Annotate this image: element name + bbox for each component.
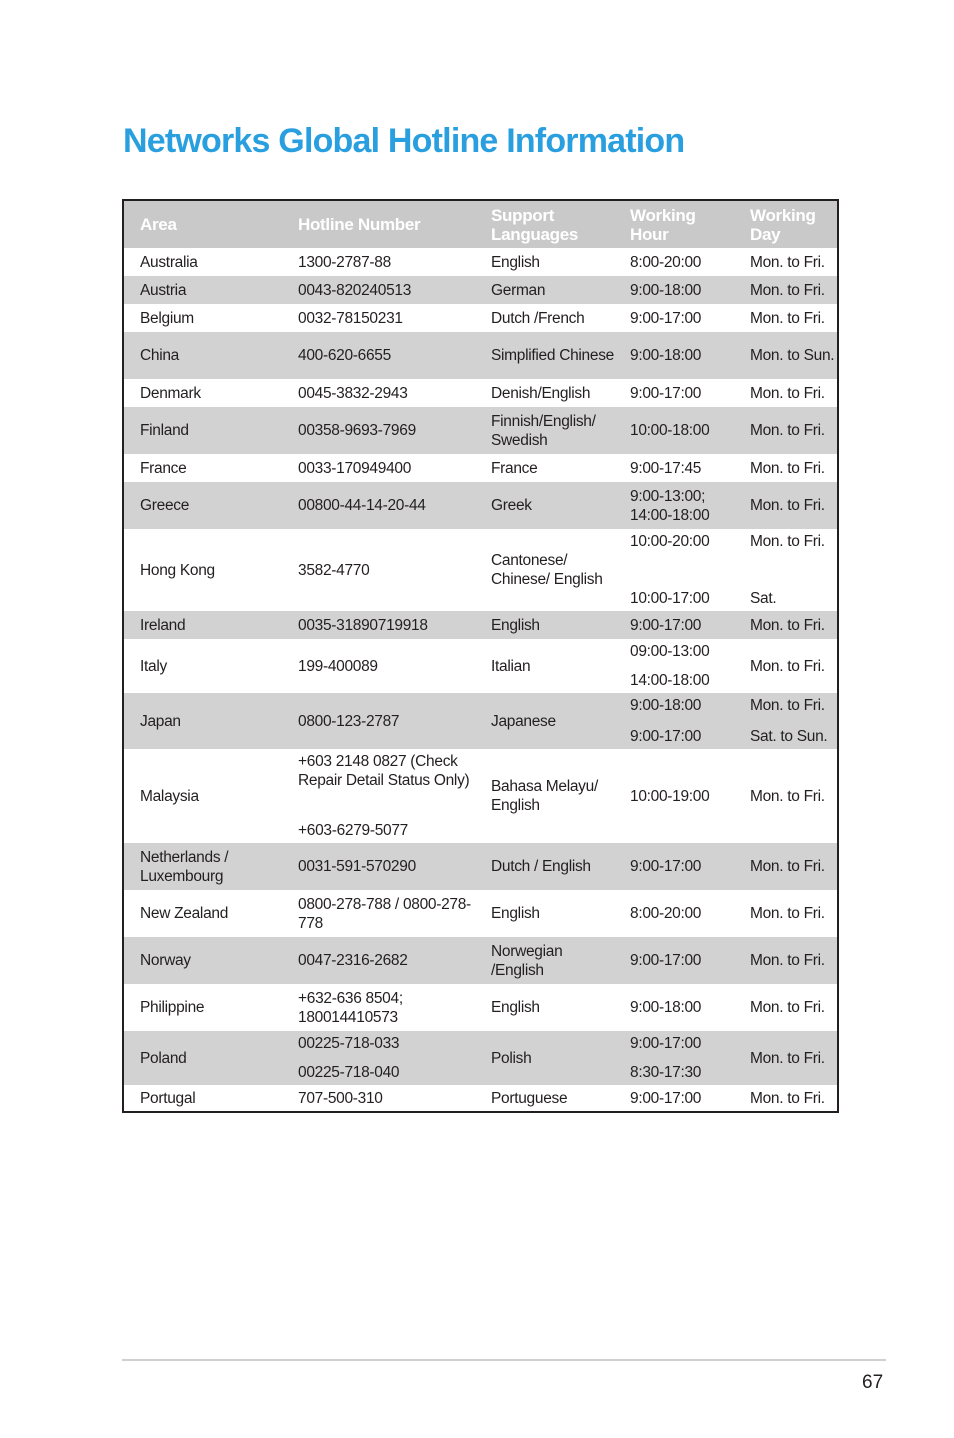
cell-languages: Italian (491, 657, 531, 675)
table-row (124, 639, 837, 693)
cell-hour-line: 10:00-20:00 (630, 533, 710, 550)
cell-languages: Finnish/English/ Swedish (475, 407, 614, 454)
cell-hour-line: 9:00-17:00 (630, 1089, 702, 1107)
cell-hotline (282, 304, 475, 332)
cell-hotline (282, 379, 475, 407)
cell-day-line: Mon. to Fri. (750, 787, 825, 805)
cell-hotline-line: +632-636 8504; 180014410573 (298, 989, 403, 1026)
cell-hotline-line: 0031-591-570290 (298, 858, 416, 875)
cell-hotline (282, 843, 475, 890)
cell-hotline-line: 00225-718-040 (298, 1064, 400, 1081)
cell-hotline-line: 00358-9693-7969 (298, 422, 416, 439)
table-row (124, 407, 837, 454)
cell-hour (614, 332, 734, 379)
cell-day-line: Mon. to Fri. (750, 1089, 825, 1107)
cell-hour-line: 9:00-17:00 (630, 858, 702, 875)
header-area: Area (124, 201, 282, 248)
cell-hour-line: 9:00-18:00 (630, 347, 702, 364)
cell-day-line: Mon. to Fri. (750, 533, 825, 550)
cell-area: Belgium (140, 309, 194, 327)
cell-area: China (124, 332, 282, 379)
cell-hotline (282, 248, 475, 276)
cell-area: Finland (124, 407, 282, 454)
cell-area: Australia (140, 253, 198, 271)
cell-area: Netherlands / Luxembourg (124, 843, 282, 890)
table-row (124, 693, 837, 749)
cell-hotline (282, 693, 475, 749)
cell-day (734, 611, 837, 639)
cell-hour-line: 9:00-17:00 (630, 1035, 702, 1052)
page-number: 67 (862, 1372, 884, 1393)
cell-hotline-line: 3582-4770 (298, 561, 370, 579)
cell-area: Norway (124, 937, 282, 984)
cell-hotline (282, 611, 475, 639)
cell-hotline (282, 1085, 475, 1111)
cell-hotline (282, 639, 475, 693)
cell-languages: Polish (475, 1031, 614, 1085)
cell-hour (614, 454, 734, 482)
cell-hour-line: 09:00-13:00 (630, 643, 710, 660)
cell-hour-line: 9:00-17:00 (630, 384, 702, 402)
table-row (124, 937, 837, 984)
cell-languages: German (475, 276, 614, 304)
cell-hotline (282, 890, 475, 937)
cell-hour-line: 9:00-18:00 (630, 697, 702, 714)
cell-area: Ireland (124, 611, 282, 639)
cell-day-line: Mon. to Fri. (750, 422, 825, 439)
cell-hour-line: 9:00-17:45 (630, 459, 702, 477)
cell-hour (614, 407, 734, 454)
cell-area: Denmark (140, 384, 201, 402)
cell-area: Greece (124, 482, 282, 529)
cell-languages: Simplified Chinese (475, 332, 614, 379)
cell-hour (614, 248, 734, 276)
table-row (124, 984, 837, 1031)
cell-hour-line: 9:00-18:00 (630, 999, 702, 1016)
cell-area: Poland (124, 1031, 282, 1085)
cell-hour-line: 10:00-19:00 (630, 787, 710, 805)
cell-hotline (282, 454, 475, 482)
cell-languages: Dutch /French (491, 309, 585, 327)
header-hotline: Hotline Number (282, 201, 475, 248)
cell-day (734, 407, 837, 454)
cell-hotline-line: 0033-170949400 (298, 459, 412, 477)
cell-hotline (282, 1031, 475, 1085)
cell-hour-line: 9:00-13:00; 14:00-18:00 (630, 487, 710, 524)
cell-day-line: Mon. to Fri. (750, 697, 825, 714)
cell-day (734, 890, 837, 937)
cell-languages: Denish/English (491, 384, 591, 402)
header-hour: Working Hour (614, 201, 734, 248)
cell-hour (614, 379, 734, 407)
cell-languages: Dutch / English (475, 843, 614, 890)
cell-day-line: Mon. to Fri. (750, 253, 825, 271)
cell-day-line: Mon. to Sun. (750, 347, 835, 364)
cell-hour (614, 611, 734, 639)
cell-hour-line: 10:00-17:00 (630, 590, 710, 607)
cell-day (734, 639, 837, 693)
table-row (124, 529, 837, 611)
table-row (124, 276, 837, 304)
cell-hour-line: 9:00-17:00 (630, 728, 702, 745)
table-row (124, 248, 837, 276)
cell-hotline-line: 0043-820240513 (298, 281, 412, 299)
cell-hotline-line: 0032-78150231 (298, 309, 403, 327)
cell-area: New Zealand (140, 905, 229, 922)
cell-day (734, 482, 837, 529)
cell-languages: Norwegian /English (475, 937, 614, 984)
cell-hotline-line: 0035-31890719918 (298, 616, 428, 634)
cell-day (734, 749, 837, 843)
cell-hotline (282, 332, 475, 379)
cell-hotline-line: 199-400089 (298, 657, 378, 675)
cell-day (734, 529, 837, 611)
cell-hotline-line: 400-620-6655 (298, 347, 391, 364)
cell-hour (614, 304, 734, 332)
cell-hotline-line: +603 2148 0827 (Check Repair Detail Status Only) (298, 753, 470, 789)
cell-area: Philippine (140, 999, 205, 1016)
cell-day (734, 332, 837, 379)
cell-hotline-line: 0800-123-2787 (298, 712, 400, 730)
cell-day-line: Mon. to Fri. (750, 309, 825, 327)
cell-languages: Japanese (475, 693, 614, 749)
cell-area: France (140, 459, 187, 477)
cell-day (734, 454, 837, 482)
cell-day (734, 276, 837, 304)
cell-day-line: Mon. to Fri. (750, 616, 825, 634)
cell-hotline (282, 937, 475, 984)
page-title: Networks Global Hotline Information (123, 122, 685, 160)
cell-languages: English (491, 253, 540, 271)
cell-area: Japan (124, 693, 282, 749)
cell-hour (614, 482, 734, 529)
cell-hour (614, 843, 734, 890)
cell-area: Italy (140, 657, 167, 675)
footer-divider (122, 1359, 886, 1361)
cell-languages: France (491, 459, 538, 477)
cell-area: Austria (124, 276, 282, 304)
table-row (124, 482, 837, 529)
cell-hotline (282, 482, 475, 529)
cell-hour-line: 10:00-18:00 (630, 422, 710, 439)
cell-day (734, 379, 837, 407)
cell-day-line: Sat. to Sun. (750, 728, 828, 745)
cell-day-line: Mon. to Fri. (750, 384, 825, 402)
table-row (124, 379, 837, 407)
cell-languages: English (491, 905, 540, 922)
table-row (124, 304, 837, 332)
cell-hour-line: 9:00-17:00 (630, 952, 702, 969)
cell-hour-line: 14:00-18:00 (630, 672, 710, 689)
cell-hotline-line: 0045-3832-2943 (298, 384, 408, 402)
cell-day-line: Mon. to Fri. (750, 657, 825, 675)
table-row (124, 890, 837, 937)
cell-day-line: Sat. (750, 590, 777, 607)
cell-hour (614, 1085, 734, 1111)
cell-hour (614, 937, 734, 984)
cell-hotline-line: 00800-44-14-20-44 (298, 497, 426, 514)
cell-area: Hong Kong (140, 561, 215, 579)
cell-hour (614, 1031, 734, 1085)
cell-languages: Portuguese (491, 1089, 568, 1107)
header-day: Working Day (734, 201, 837, 248)
cell-hotline-line: +603-6279-5077 (298, 822, 408, 839)
cell-hour-line: 9:00-18:00 (630, 281, 702, 299)
cell-hour-line: 8:00-20:00 (630, 905, 702, 922)
cell-day (734, 1031, 837, 1085)
table-row (124, 843, 837, 890)
cell-day (734, 843, 837, 890)
cell-hotline-line: 0047-2316-2682 (298, 952, 408, 969)
cell-area: Malaysia (140, 787, 199, 805)
cell-hour (614, 749, 734, 843)
table-row (124, 749, 837, 843)
cell-hour (614, 276, 734, 304)
cell-day (734, 693, 837, 749)
cell-hour (614, 984, 734, 1031)
cell-day (734, 984, 837, 1031)
hotline-table (122, 199, 839, 1113)
table-row (124, 1085, 837, 1111)
table-row (124, 1031, 837, 1085)
cell-day-line: Mon. to Fri. (750, 905, 825, 922)
cell-hour-line: 9:00-17:00 (630, 309, 702, 327)
cell-day (734, 248, 837, 276)
cell-hour (614, 529, 734, 611)
cell-hour (614, 693, 734, 749)
cell-hotline-line: 1300-2787-88 (298, 253, 391, 271)
cell-day (734, 937, 837, 984)
cell-hotline (282, 407, 475, 454)
cell-hotline (282, 529, 475, 611)
cell-hour (614, 639, 734, 693)
cell-hotline (282, 984, 475, 1031)
table-row (124, 332, 837, 379)
cell-day-line: Mon. to Fri. (750, 1049, 825, 1067)
cell-languages: English (475, 611, 614, 639)
cell-day-line: Mon. to Fri. (750, 858, 825, 875)
cell-languages: English (491, 999, 540, 1016)
cell-day-line: Mon. to Fri. (750, 999, 825, 1016)
cell-languages: Cantonese/ Chinese/ English (491, 552, 603, 588)
cell-day-line: Mon. to Fri. (750, 497, 825, 514)
cell-hour (614, 890, 734, 937)
cell-day-line: Mon. to Fri. (750, 459, 825, 477)
cell-hotline-line: 00225-718-033 (298, 1035, 400, 1052)
cell-languages: Greek (475, 482, 614, 529)
cell-hour-line: 9:00-17:00 (630, 616, 702, 634)
cell-languages: Bahasa Melayu/ English (491, 778, 598, 814)
cell-day (734, 304, 837, 332)
cell-hotline-line: 707-500-310 (298, 1089, 383, 1107)
cell-hotline (282, 749, 475, 843)
cell-hotline (282, 276, 475, 304)
cell-hour-line: 8:30-17:30 (630, 1064, 702, 1081)
cell-hour-line: 8:00-20:00 (630, 253, 702, 271)
table-row (124, 611, 837, 639)
table-row (124, 454, 837, 482)
table-header-row (124, 201, 837, 248)
cell-hotline-line: 0800-278-788 / 0800-278-778 (298, 895, 471, 932)
header-languages: Support Languages (475, 201, 614, 248)
cell-day-line: Mon. to Fri. (750, 281, 825, 299)
cell-area: Portugal (140, 1089, 196, 1107)
cell-day-line: Mon. to Fri. (750, 952, 825, 969)
cell-day (734, 1085, 837, 1111)
